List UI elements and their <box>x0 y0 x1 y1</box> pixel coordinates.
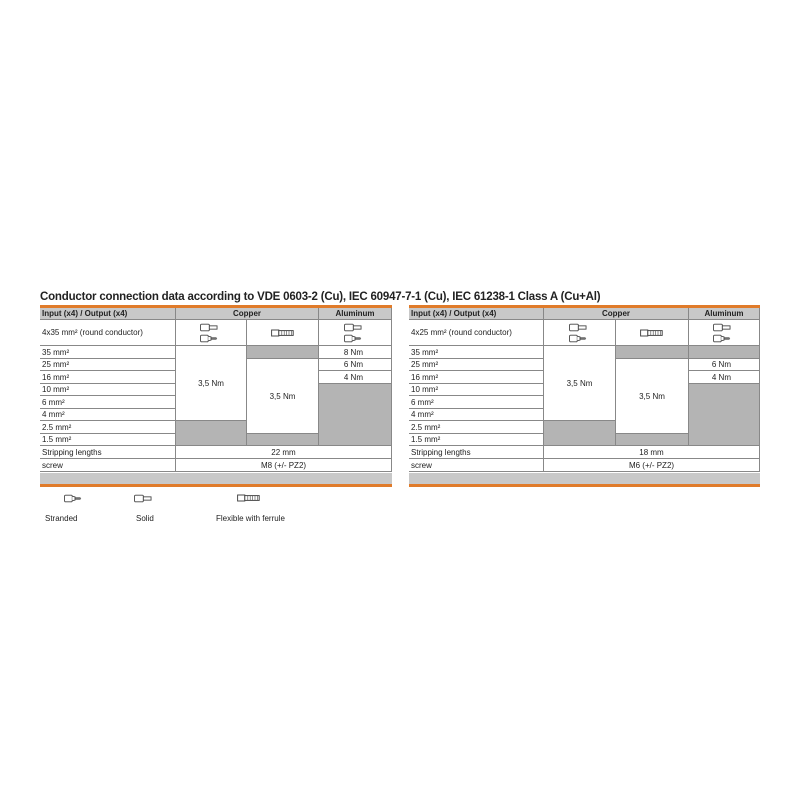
size-label: 25 mm² <box>40 359 176 371</box>
aluminum-icons <box>319 320 392 346</box>
solid-icon <box>134 494 156 503</box>
copper-a-torque: 3,5 Nm <box>176 346 247 421</box>
header-input-output: Input (x4) / Output (x4) <box>409 308 544 320</box>
header-aluminum: Aluminum <box>689 308 760 320</box>
solid-icon <box>200 323 222 332</box>
copper-b-na-bottom <box>616 434 689 446</box>
screw-value: M6 (+/- PZ2) <box>544 459 760 472</box>
connection-table-1 <box>40 305 392 487</box>
screw-label: screw <box>409 459 544 472</box>
solid-icon <box>344 323 366 332</box>
stranded-icon <box>569 334 591 343</box>
header-aluminum: Aluminum <box>319 308 392 320</box>
footer-bar <box>40 473 392 484</box>
footer-bar <box>409 473 760 484</box>
aluminum-torque: 6 Nm <box>689 359 760 371</box>
header-copper: Copper <box>544 308 689 320</box>
size-label: 2.5 mm² <box>409 421 544 434</box>
aluminum-torque: 8 Nm <box>319 346 392 359</box>
stripping-label: Stripping lengths <box>40 446 176 459</box>
size-label: 35 mm² <box>409 346 544 359</box>
size-label: 1.5 mm² <box>40 434 176 446</box>
copper-a-na <box>544 421 616 446</box>
size-label: 6 mm² <box>409 396 544 409</box>
size-label: 35 mm² <box>40 346 176 359</box>
copper-b-icons <box>616 320 689 346</box>
aluminum-torque: 4 Nm <box>319 371 392 384</box>
aluminum-na <box>689 384 760 446</box>
header-input-output: Input (x4) / Output (x4) <box>40 308 176 320</box>
header-copper: Copper <box>176 308 319 320</box>
size-label: 16 mm² <box>40 371 176 384</box>
aluminum-torque: 4 Nm <box>689 371 760 384</box>
copper-b-torque: 3,5 Nm <box>247 359 319 434</box>
aluminum-na-top <box>689 346 760 359</box>
screw-value: M8 (+/- PZ2) <box>176 459 392 472</box>
copper-a-torque: 3,5 Nm <box>544 346 616 421</box>
stranded-icon <box>344 334 366 343</box>
ferrule-icon <box>271 328 295 338</box>
size-label: 25 mm² <box>409 359 544 371</box>
solid-icon <box>569 323 591 332</box>
copper-b-torque: 3,5 Nm <box>616 359 689 434</box>
size-label: 1.5 mm² <box>409 434 544 446</box>
ferrule-icon <box>640 328 664 338</box>
copper-a-icons <box>544 320 616 346</box>
size-label: 6 mm² <box>40 396 176 409</box>
conductor-row-label: 4x25 mm² (round conductor) <box>409 320 544 346</box>
conductor-row-label: 4x35 mm² (round conductor) <box>40 320 176 346</box>
size-label: 4 mm² <box>409 409 544 421</box>
copper-b-icons <box>247 320 319 346</box>
size-label: 10 mm² <box>40 384 176 396</box>
accent-bar <box>409 484 760 487</box>
accent-bar <box>40 484 392 487</box>
connection-table-2 <box>409 305 760 487</box>
size-label: 4 mm² <box>40 409 176 421</box>
page-title: Conductor connection data according to VDE 0603-2 (Cu), IEC 60947-7-1 (Cu), IEC 61238-1 Class A (Cu+Al) <box>40 291 601 303</box>
copper-b-na-top <box>616 346 689 359</box>
copper-a-na <box>176 421 247 446</box>
legend-stranded: Stranded <box>45 514 78 523</box>
copper-b-na-top <box>247 346 319 359</box>
legend-solid: Solid <box>136 514 154 523</box>
aluminum-na <box>319 384 392 446</box>
size-label: 2.5 mm² <box>40 421 176 434</box>
size-label: 10 mm² <box>409 384 544 396</box>
ferrule-icon <box>237 493 261 503</box>
copper-b-na-bottom <box>247 434 319 446</box>
size-label: 16 mm² <box>409 371 544 384</box>
solid-icon <box>713 323 735 332</box>
stranded-icon <box>713 334 735 343</box>
stripping-label: Stripping lengths <box>409 446 544 459</box>
legend-ferrule: Flexible with ferrule <box>216 514 285 523</box>
stripping-value: 22 mm <box>176 446 392 459</box>
stripping-value: 18 mm <box>544 446 760 459</box>
stranded-icon <box>64 494 86 503</box>
stranded-icon <box>200 334 222 343</box>
aluminum-icons <box>689 320 760 346</box>
aluminum-torque: 6 Nm <box>319 359 392 371</box>
screw-label: screw <box>40 459 176 472</box>
copper-a-icons <box>176 320 247 346</box>
